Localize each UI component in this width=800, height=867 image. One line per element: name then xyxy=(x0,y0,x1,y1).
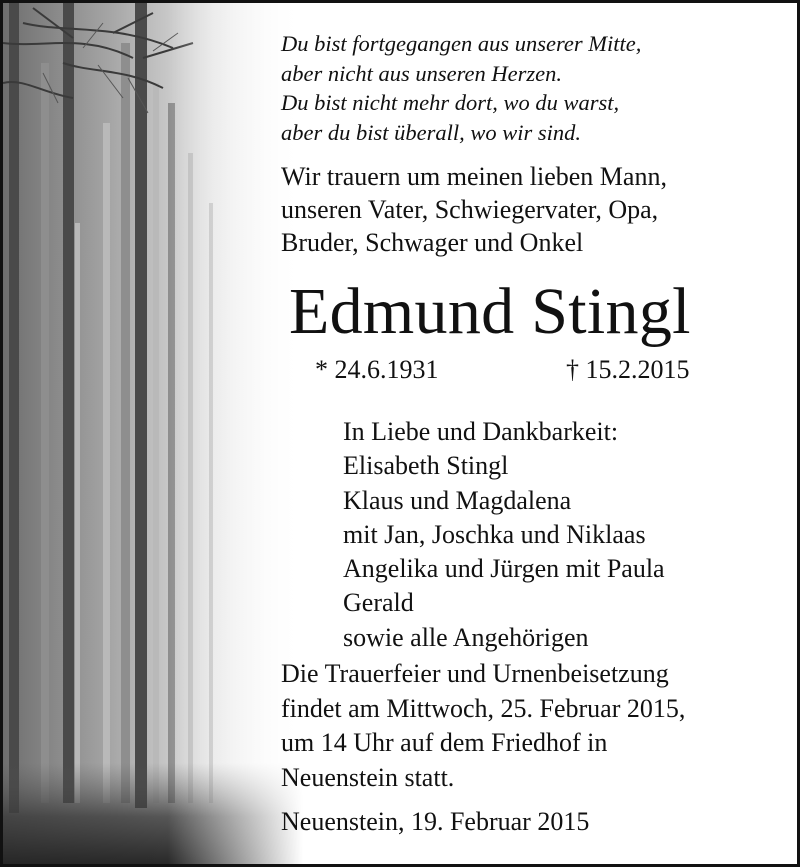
mourners-line: Gerald xyxy=(343,588,414,618)
service-line: Die Trauerfeier und Urnenbeisetzung xyxy=(281,659,669,688)
service-line: findet am Mittwoch, 25. Februar 2015, xyxy=(281,693,686,723)
mourners-line: Elisabeth Stingl xyxy=(343,451,509,481)
mourners-line: sowie alle Angehörigen xyxy=(343,622,589,652)
mourners-line: Angelika und Jürgen mit Paula xyxy=(343,554,665,584)
mourners-list xyxy=(343,415,783,655)
intro-line: Bruder, Schwager und Onkel xyxy=(281,228,584,257)
death-date: † 15.2.2015 xyxy=(566,355,690,384)
mourners-line: In Liebe und Dankbarkeit: xyxy=(343,417,619,446)
poem-line: aber du bist überall, wo wir sind. xyxy=(281,119,582,145)
mourners-line: Klaus und Magdalena xyxy=(343,485,572,515)
deceased-name: Edmund Stingl xyxy=(289,275,691,348)
misty-forest-photo xyxy=(3,3,303,867)
intro-line: Wir trauern um meinen lieben Mann, xyxy=(281,162,667,191)
service-line: um 14 Uhr auf dem Friedhof in xyxy=(281,728,608,757)
mourning-intro xyxy=(281,160,791,259)
mourners-line: mit Jan, Joschka und Niklaas xyxy=(343,519,646,549)
poem-verse xyxy=(281,29,781,147)
poem-line: aber nicht aus unseren Herzen. xyxy=(281,60,562,86)
poem-line: Du bist fortgegangen aus unserer Mitte, xyxy=(281,31,642,56)
service-line: Neuenstein statt. xyxy=(281,762,455,792)
intro-line: unseren Vater, Schwiegervater, Opa, xyxy=(281,195,659,224)
service-announcement xyxy=(281,657,791,795)
birth-date: * 24.6.1931 xyxy=(315,355,439,384)
poem-line: Du bist nicht mehr dort, wo du warst, xyxy=(281,90,620,115)
place-and-date: Neuenstein, 19. Februar 2015 xyxy=(281,807,590,836)
